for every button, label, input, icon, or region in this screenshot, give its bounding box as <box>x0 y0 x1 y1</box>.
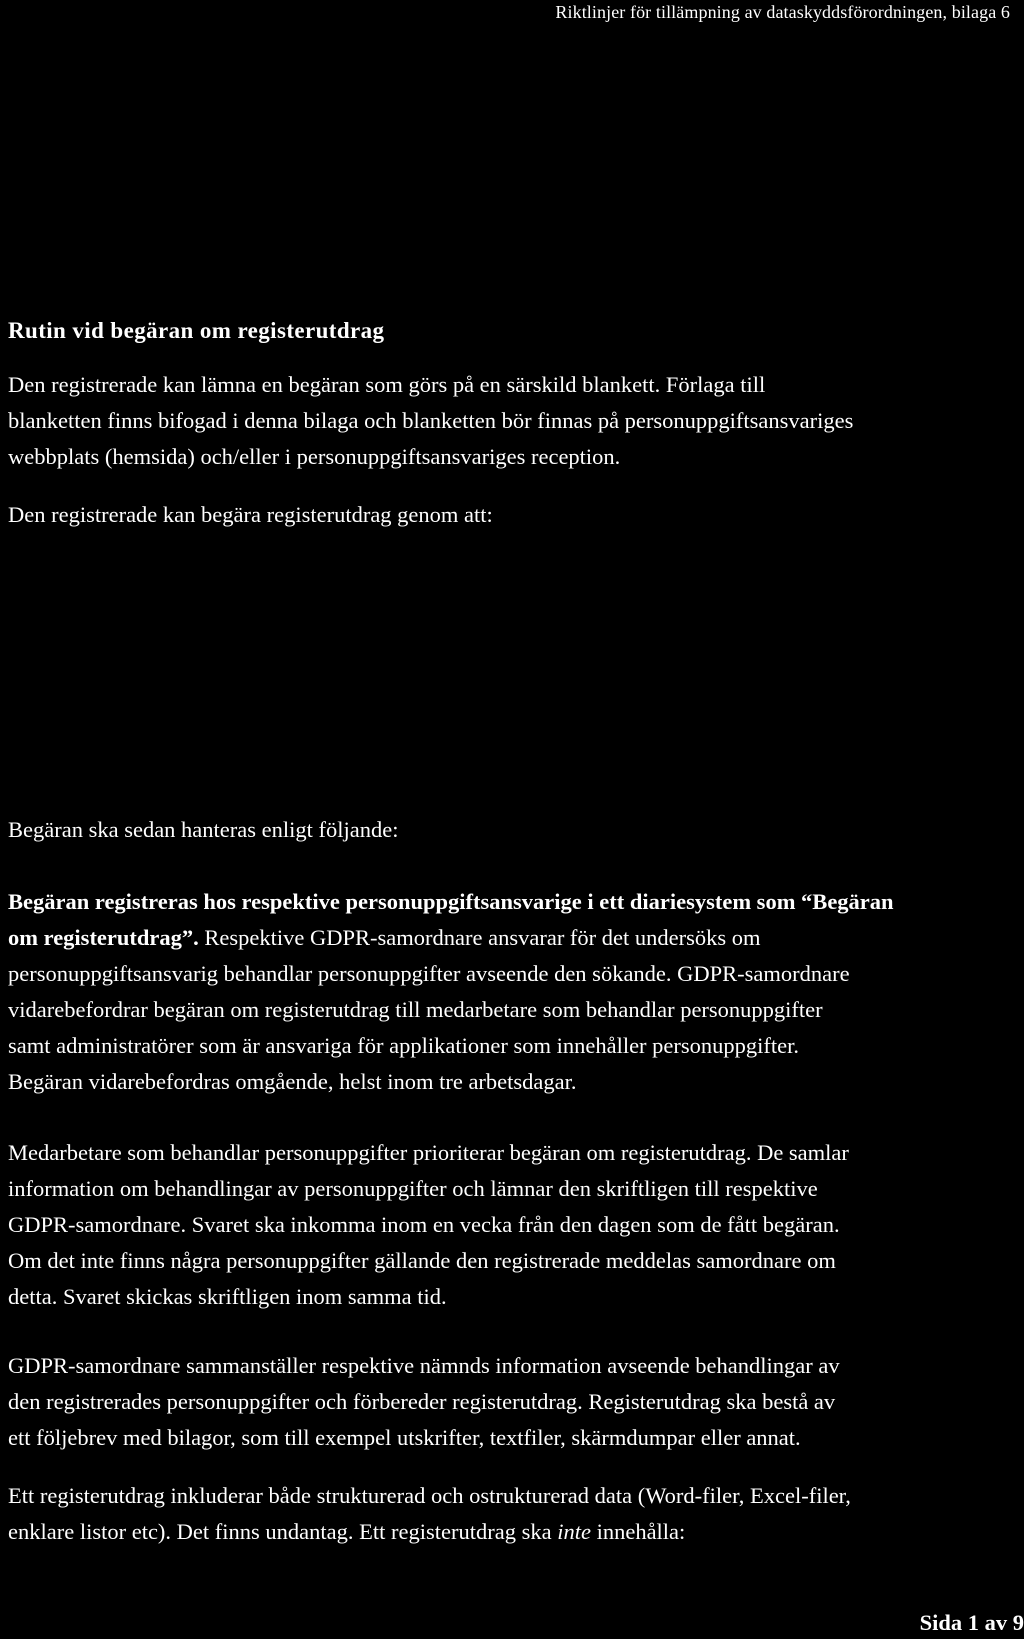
plain-text: innehålla: <box>590 1519 686 1544</box>
section-heading: Rutin vid begäran om registerutdrag <box>8 318 385 343</box>
paragraph-line: GDPR-samordnare. Svaret ska inkomma inom en vecka från den dagen som de fått begäran. <box>8 1212 840 1237</box>
paragraph-line: blanketten finns bifogad i denna bilaga och blanketten bör finnas på personuppgiftsansvariges <box>8 408 854 433</box>
paragraph-inkluderar <box>8 1478 851 1550</box>
paragraph-line-bold <box>8 884 894 920</box>
page-number: Sida 1 av 9 <box>919 1610 1024 1635</box>
paragraph-line: Begäran vidarebefordras omgående, helst inom tre arbetsdagar. <box>8 1069 577 1094</box>
paragraph-line: Den registrerade kan lämna en begäran som görs på en särskild blankett. Förlaga till <box>8 372 766 397</box>
running-header: Riktlinjer för tillämpning av dataskyddsförordningen, bilaga 6 <box>555 2 1010 22</box>
paragraph-blankett <box>8 367 853 475</box>
paragraph-hanteras <box>8 812 398 848</box>
plain-text: enklare listor etc). Det finns undantag. Ett registerutdrag ska <box>8 1519 558 1544</box>
paragraph-line: information om behandlingar av personuppgifter och lämnar den skriftligen till respektive <box>8 1176 818 1201</box>
bold-text: Begäran registreras hos respektive personuppgiftsansvarige i ett diariesystem som “Begäran <box>8 889 894 914</box>
paragraph-line: Den registrerade kan begära registerutdrag genom att: <box>8 502 493 527</box>
paragraph-medarbetare <box>8 1135 849 1315</box>
paragraph-registreras <box>8 884 894 1100</box>
paragraph-line-mixed <box>8 920 894 956</box>
paragraph-line: detta. Svaret skickas skriftligen inom samma tid. <box>8 1284 447 1309</box>
paragraph-line: Ett registerutdrag inkluderar både strukturerad och ostrukturerad data (Word-filer, Excel-filer, <box>8 1483 851 1508</box>
paragraph-line: webbplats (hemsida) och/eller i personuppgiftsansvariges reception. <box>8 444 621 469</box>
plain-text: Respektive GDPR-samordnare ansvarar för det undersöks om <box>198 925 761 950</box>
paragraph-line: Begäran ska sedan hanteras enligt följande: <box>8 817 399 842</box>
paragraph-line: ett följebrev med bilagor, som till exempel utskrifter, textfiler, skärmdumpar eller annat. <box>8 1425 801 1450</box>
paragraph-line: vidarebefordrar begäran om registerutdrag till medarbetare som behandlar personuppgifter <box>8 997 823 1022</box>
emphasis-text: inte <box>557 1519 591 1544</box>
paragraph-sammanstaller <box>8 1348 840 1456</box>
paragraph-begara <box>8 497 493 533</box>
paragraph-line: Medarbetare som behandlar personuppgifter prioriterar begäran om registerutdrag. De samlar <box>8 1140 849 1165</box>
paragraph-line: den registrerades personuppgifter och förbereder registerutdrag. Registerutdrag ska bestå av <box>8 1389 836 1414</box>
paragraph-line: samt administratörer som är ansvariga för applikationer som innehåller personuppgifter. <box>8 1033 800 1058</box>
paragraph-line: personuppgiftsansvarig behandlar personuppgifter avseende den sökande. GDPR-samordnare <box>8 961 850 986</box>
paragraph-line: Om det inte finns några personuppgifter gällande den registrerade meddelas samordnare om <box>8 1248 836 1273</box>
paragraph-line-mixed <box>8 1514 851 1550</box>
paragraph-line: GDPR-samordnare sammanställer respektive nämnds information avseende behandlingar av <box>8 1353 840 1378</box>
bold-text: om registerutdrag”. <box>8 925 199 950</box>
